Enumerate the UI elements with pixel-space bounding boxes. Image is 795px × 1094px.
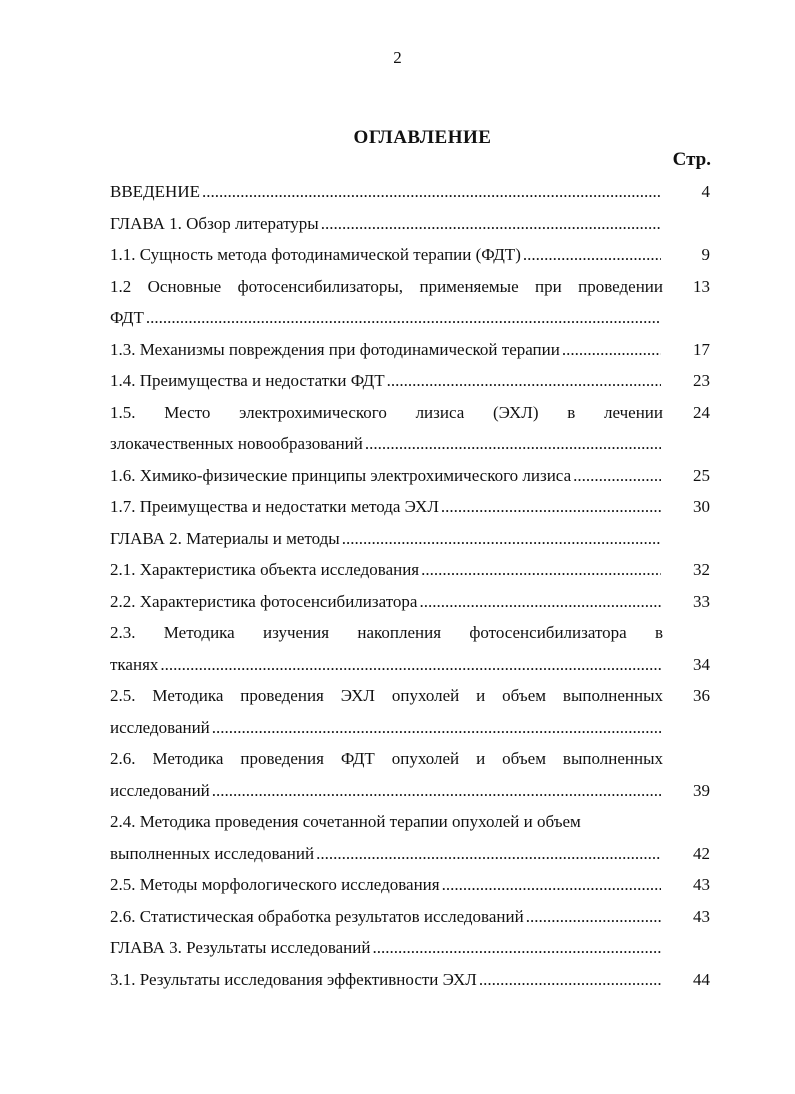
toc-entry-label: ВВЕДЕНИЕ bbox=[110, 182, 200, 201]
dot-leader bbox=[526, 901, 661, 933]
toc-entry-label-continued: злокачественных новообразований bbox=[110, 434, 363, 453]
toc-entry-2-5-ehl[interactable] bbox=[110, 680, 710, 743]
page-number: 2 bbox=[393, 48, 402, 67]
toc-entry-label: 2.5. Методика проведения ЭХЛ опухолей и объем выполненных bbox=[110, 686, 663, 705]
toc-entry-1-2[interactable] bbox=[110, 271, 710, 334]
toc-entry-2-6-pdt[interactable] bbox=[110, 743, 710, 806]
toc-entry-page: 42 bbox=[693, 843, 710, 863]
pages-column-header: Стр. bbox=[672, 149, 711, 170]
toc-entry-page: 9 bbox=[701, 245, 710, 264]
toc-entry-label: 2.5. Методы морфологического исследования bbox=[110, 875, 440, 894]
toc-entry-1-3[interactable] bbox=[110, 334, 710, 366]
dot-leader bbox=[442, 869, 661, 901]
toc-entry-label: ГЛАВА 1. Обзор литературы bbox=[110, 213, 319, 233]
toc-entry-label: ГЛАВА 2. Материалы и методы bbox=[110, 528, 340, 548]
dot-leader bbox=[316, 838, 661, 870]
toc-entry-page: 36 bbox=[693, 686, 710, 705]
dot-leader bbox=[365, 428, 661, 460]
dot-leader bbox=[321, 208, 661, 240]
toc-entry-chapter-1[interactable] bbox=[110, 208, 710, 240]
dot-leader bbox=[523, 239, 661, 271]
toc-entry-3-1[interactable] bbox=[110, 964, 710, 996]
toc-entry-label: 1.3. Механизмы повреждения при фотодинамической терапии bbox=[110, 339, 560, 359]
toc-entry-label: 2.4. Методика проведения сочетанной терапии опухолей и объем bbox=[110, 812, 581, 831]
toc-entry-label: 2.3. Методика изучения накопления фотосенсибилизатора в bbox=[110, 623, 663, 642]
page-title: ОГЛАВЛЕНИЕ bbox=[353, 127, 492, 148]
toc-entry-1-4[interactable] bbox=[110, 365, 710, 397]
toc-entry-2-2[interactable] bbox=[110, 586, 710, 618]
toc-entry-label: 2.6. Статистическая обработка результатов исследований bbox=[110, 906, 524, 926]
toc-entry-label: 1.7. Преимущества и недостатки метода ЭХЛ bbox=[110, 497, 439, 516]
toc-entry-chapter-2[interactable] bbox=[110, 523, 710, 555]
toc-entry-label: 2.2. Характеристика фотосенсибилизатора bbox=[110, 591, 418, 611]
toc-entry-page: 33 bbox=[693, 591, 710, 611]
toc-entry-label: 1.2 Основные фотосенсибилизаторы, применяемые при проведении bbox=[110, 276, 663, 296]
toc-entry-page: 13 bbox=[693, 276, 710, 296]
toc-entry-label: ГЛАВА 3. Результаты исследований bbox=[110, 938, 371, 957]
dot-leader bbox=[421, 554, 661, 586]
dot-leader bbox=[387, 365, 661, 397]
toc-entry-2-6-statistics[interactable] bbox=[110, 901, 710, 933]
toc-entry-label: 2.1. Характеристика объекта исследования bbox=[110, 560, 420, 579]
dot-leader bbox=[212, 775, 661, 807]
toc-entry-label-continued: тканях bbox=[110, 654, 159, 674]
toc-entry-page: 34 bbox=[693, 654, 710, 674]
dot-leader bbox=[202, 176, 661, 208]
toc-entry-page: 4 bbox=[701, 182, 710, 201]
toc-entry-1-5[interactable] bbox=[110, 397, 710, 460]
toc-entry-page: 43 bbox=[693, 906, 710, 926]
toc-entry-page: 24 bbox=[693, 402, 710, 422]
toc-entry-page: 23 bbox=[693, 371, 710, 390]
toc-entry-page: 43 bbox=[693, 875, 710, 894]
dot-leader bbox=[372, 932, 661, 964]
dot-leader bbox=[342, 523, 661, 555]
dot-leader bbox=[419, 586, 661, 618]
toc-entry-chapter-3[interactable] bbox=[110, 932, 710, 964]
dot-leader bbox=[160, 649, 661, 681]
toc-entry-2-3[interactable] bbox=[110, 617, 710, 680]
toc-entry-2-5-morphology[interactable] bbox=[110, 869, 710, 901]
toc-entry-label: 2.6. Методика проведения ФДТ опухолей и объем выполненных bbox=[110, 749, 663, 768]
dot-leader bbox=[562, 334, 661, 366]
toc-entry-page: 30 bbox=[693, 497, 710, 516]
toc-entry-page: 44 bbox=[693, 969, 710, 989]
toc-entry-1-7[interactable] bbox=[110, 491, 710, 523]
dot-leader bbox=[573, 460, 661, 492]
toc-entry-introduction[interactable] bbox=[110, 176, 710, 208]
toc-entry-1-1[interactable] bbox=[110, 239, 710, 271]
toc-entry-label: 1.4. Преимущества и недостатки ФДТ bbox=[110, 371, 385, 390]
toc-entry-page: 17 bbox=[693, 339, 710, 359]
toc-entry-label-continued: исследований bbox=[110, 780, 210, 800]
toc-entry-page: 32 bbox=[693, 560, 710, 579]
dot-leader bbox=[479, 964, 661, 996]
toc-entry-label-continued: исследований bbox=[110, 717, 210, 737]
toc-entry-1-6[interactable] bbox=[110, 460, 710, 492]
toc-entry-page: 39 bbox=[693, 780, 710, 800]
table-of-contents bbox=[110, 176, 710, 995]
toc-entry-label-continued: выполненных исследований bbox=[110, 843, 315, 863]
toc-entry-2-1[interactable] bbox=[110, 554, 710, 586]
toc-entry-label: 3.1. Результаты исследования эффективности ЭХЛ bbox=[110, 969, 477, 989]
toc-entry-label: 1.1. Сущность метода фотодинамической терапии (ФДТ) bbox=[110, 245, 521, 264]
toc-entry-label-continued: ФДТ bbox=[110, 308, 144, 327]
dot-leader bbox=[441, 491, 661, 523]
toc-entry-2-4[interactable] bbox=[110, 806, 710, 869]
toc-entry-page: 25 bbox=[693, 465, 710, 485]
toc-entry-label: 1.5. Место электрохимического лизиса (ЭХЛ) в лечении bbox=[110, 402, 663, 422]
dot-leader bbox=[212, 712, 661, 744]
dot-leader bbox=[146, 302, 661, 334]
toc-entry-label: 1.6. Химико-физические принципы электрохимического лизиса bbox=[110, 465, 572, 485]
